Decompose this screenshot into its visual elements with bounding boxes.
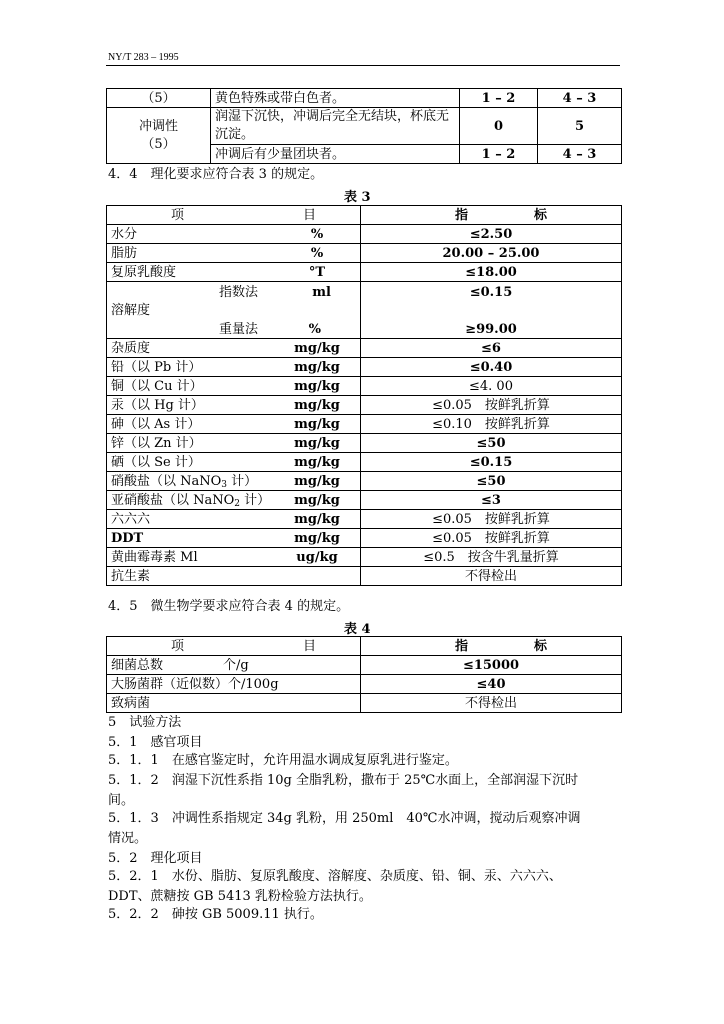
item-unit: mg/kg xyxy=(294,492,340,508)
category-cell: （5） xyxy=(107,89,211,108)
item-name: 硒（以 Se 计） xyxy=(111,454,201,470)
method-name: 重量法 xyxy=(219,322,259,337)
section-5: 5 试验方法 xyxy=(108,715,182,730)
section-5-1-2: 5．1．2 润湿下沉性系指 10g 全脂乳粉，撒布于 25℃水面上，全部润湿下沉时 xyxy=(108,773,579,788)
item-unit: mg/kg xyxy=(294,454,340,470)
table-row xyxy=(107,263,622,282)
table-row xyxy=(107,675,622,694)
item-value: 不得检出 xyxy=(361,567,622,586)
header-index-a: 指 xyxy=(455,638,469,654)
item-value: ≤3 xyxy=(361,491,622,510)
item-name: 汞（以 Hg 计） xyxy=(111,397,204,413)
header-index-b: 标 xyxy=(533,638,547,654)
item-value: 20.00 – 25.00 xyxy=(361,244,622,263)
table-row xyxy=(107,415,622,434)
category-cell xyxy=(107,108,211,164)
header-item-b: 目 xyxy=(302,638,316,654)
item-value: ≤50 xyxy=(361,472,622,491)
table-row xyxy=(107,656,622,675)
desc-cell: 冲调后有少量团块者。 xyxy=(211,145,460,164)
item-unit: mg/kg xyxy=(294,530,340,546)
category-score: （5） xyxy=(141,136,176,152)
section-5-2-1: 5．2．1 水份、脂肪、复原乳酸度、溶解度、杂质度、铅、铜、汞、六六六、 xyxy=(108,869,562,884)
table-row xyxy=(107,89,622,108)
table-row xyxy=(107,694,622,713)
section-5-1: 5．1 感官项目 xyxy=(108,735,203,750)
item-value: ≤2.50 xyxy=(361,225,622,244)
physicochemical-table xyxy=(106,205,622,586)
section-5-2-1-cont: DDT、蔗糖按 GB 5413 乳粉检验方法执行。 xyxy=(108,889,372,904)
item-value: ≤6 xyxy=(361,339,622,358)
item-unit: mg/kg xyxy=(294,435,340,451)
item-unit xyxy=(278,568,356,585)
item-name: 大肠菌群（近似数）个/100g xyxy=(107,675,361,694)
item-name: 黄曲霉毒素 Ml xyxy=(111,549,198,565)
header-item-b: 目 xyxy=(302,207,316,223)
item-unit: mg/kg xyxy=(294,416,340,432)
table-row xyxy=(107,529,622,548)
item-unit: mg/kg xyxy=(294,511,340,527)
item-name: DDT xyxy=(111,530,144,546)
item-name: 脂肪 xyxy=(111,245,138,261)
item-value: ≤0.10 按鲜乳折算 xyxy=(361,415,622,434)
score-cell: 5 xyxy=(538,108,622,145)
item-value: ≤0.15 xyxy=(469,285,513,300)
method-unit: % xyxy=(308,322,321,337)
solubility-cell xyxy=(107,282,361,339)
section-5-1-2-cont: 间。 xyxy=(108,793,135,808)
item-name: 铅（以 Pb 计） xyxy=(111,359,202,375)
section-5-2-2: 5．2．2 砷按 GB 5009.11 执行。 xyxy=(108,907,323,922)
method-name: 指数法 xyxy=(219,285,259,300)
item-unit: 个/g xyxy=(223,657,249,673)
item-name: 抗生素 xyxy=(111,568,151,584)
item-unit: mg/kg xyxy=(294,397,340,413)
score-cell: 1 – 2 xyxy=(460,89,538,108)
item-value: ≤15000 xyxy=(361,656,622,675)
table4-caption: 表 4 xyxy=(344,622,371,637)
item-unit: mg/kg xyxy=(294,340,340,356)
item-value: ≤4. 00 xyxy=(361,377,622,396)
section-4-5: 4．5 微生物学要求应符合表 4 的规定。 xyxy=(108,599,350,614)
method-unit: ml xyxy=(312,285,331,300)
item-value: ≤0.15 xyxy=(361,453,622,472)
item-name: 致病菌 xyxy=(107,694,361,713)
score-cell: 0 xyxy=(460,108,538,145)
item-name: 杂质度 xyxy=(111,340,151,356)
document-code: NY/T 283 – 1995 xyxy=(108,52,179,63)
item-name: 硝酸盐（以 NaNO$_3$ 计） xyxy=(111,473,258,490)
table-row xyxy=(107,453,622,472)
item-unit: ug/kg xyxy=(296,549,338,565)
table-row xyxy=(107,339,622,358)
table-row xyxy=(107,548,622,567)
item-unit: mg/kg xyxy=(294,378,340,394)
score-cell: 1 – 2 xyxy=(460,145,538,164)
section-5-1-1: 5．1．1 在感官鉴定时，允许用温水调成复原乳进行鉴定。 xyxy=(108,753,458,768)
item-name: 铜（以 Cu 计） xyxy=(111,378,203,394)
table-row xyxy=(107,567,622,586)
category-label: 冲调性 xyxy=(138,118,178,134)
table-row xyxy=(107,434,622,453)
item-name: 亚硝酸盐（以 NaNO$_2$ 计） xyxy=(111,492,271,509)
item-name: 砷（以 As 计） xyxy=(111,416,201,432)
item-unit: °T xyxy=(308,264,326,280)
item-value: ≤0.05 按鲜乳折算 xyxy=(361,396,622,415)
item-unit: % xyxy=(310,245,324,261)
item-value: ≤0.5 按含牛乳量折算 xyxy=(361,548,622,567)
item-value: 不得检出 xyxy=(361,694,622,713)
item-name: 复原乳酸度 xyxy=(111,264,177,280)
solubility-name: 溶解度 xyxy=(111,303,151,318)
item-unit: % xyxy=(310,226,324,242)
item-value: ≥99.00 xyxy=(465,322,517,337)
section-5-2: 5．2 理化项目 xyxy=(108,851,203,866)
item-name: 锌（以 Zn 计） xyxy=(111,435,202,451)
table-header-row xyxy=(107,206,622,225)
header-index-b: 标 xyxy=(533,207,547,223)
section-5-1-3-cont: 情况。 xyxy=(108,831,148,846)
table-row xyxy=(107,396,622,415)
table-row xyxy=(107,282,622,339)
solubility-values xyxy=(361,282,622,339)
header-index-a: 指 xyxy=(455,207,469,223)
header-rule xyxy=(106,65,620,66)
table-row xyxy=(107,225,622,244)
item-value: ≤0.05 按鲜乳折算 xyxy=(361,529,622,548)
item-value: ≤0.05 按鲜乳折算 xyxy=(361,510,622,529)
item-unit: mg/kg xyxy=(294,359,340,375)
table-header-row xyxy=(107,637,622,656)
item-name: 六六六 xyxy=(111,511,151,527)
score-cell: 4 – 3 xyxy=(538,145,622,164)
item-name: 水分 xyxy=(111,226,138,242)
item-value: ≤50 xyxy=(361,434,622,453)
table-row xyxy=(107,510,622,529)
table3-caption: 表 3 xyxy=(344,190,371,205)
table-row xyxy=(107,472,622,491)
table-row xyxy=(107,244,622,263)
desc-cell: 黄色特殊或带白色者。 xyxy=(211,89,460,108)
item-value: ≤40 xyxy=(361,675,622,694)
item-value: ≤18.00 xyxy=(361,263,622,282)
item-name: 细菌总数 xyxy=(111,657,164,673)
header-item-a: 项 xyxy=(171,638,185,654)
table-row xyxy=(107,108,622,145)
desc-cell: 润湿下沉快，冲调后完全无结块，杯底无沉淀。 xyxy=(211,108,460,145)
sensory-table xyxy=(106,88,622,164)
item-value: ≤0.40 xyxy=(361,358,622,377)
section-4-4: 4．4 理化要求应符合表 3 的规定。 xyxy=(108,167,324,182)
microbiology-table xyxy=(106,636,622,713)
section-5-1-3: 5．1．3 冲调性系指规定 34g 乳粉，用 250ml 40℃水冲调，搅动后观察冲调 xyxy=(108,811,581,826)
table-row xyxy=(107,358,622,377)
table-row xyxy=(107,491,622,510)
header-item-a: 项 xyxy=(171,207,185,223)
score-cell: 4 – 3 xyxy=(538,89,622,108)
item-unit: mg/kg xyxy=(294,473,340,489)
table-row xyxy=(107,377,622,396)
